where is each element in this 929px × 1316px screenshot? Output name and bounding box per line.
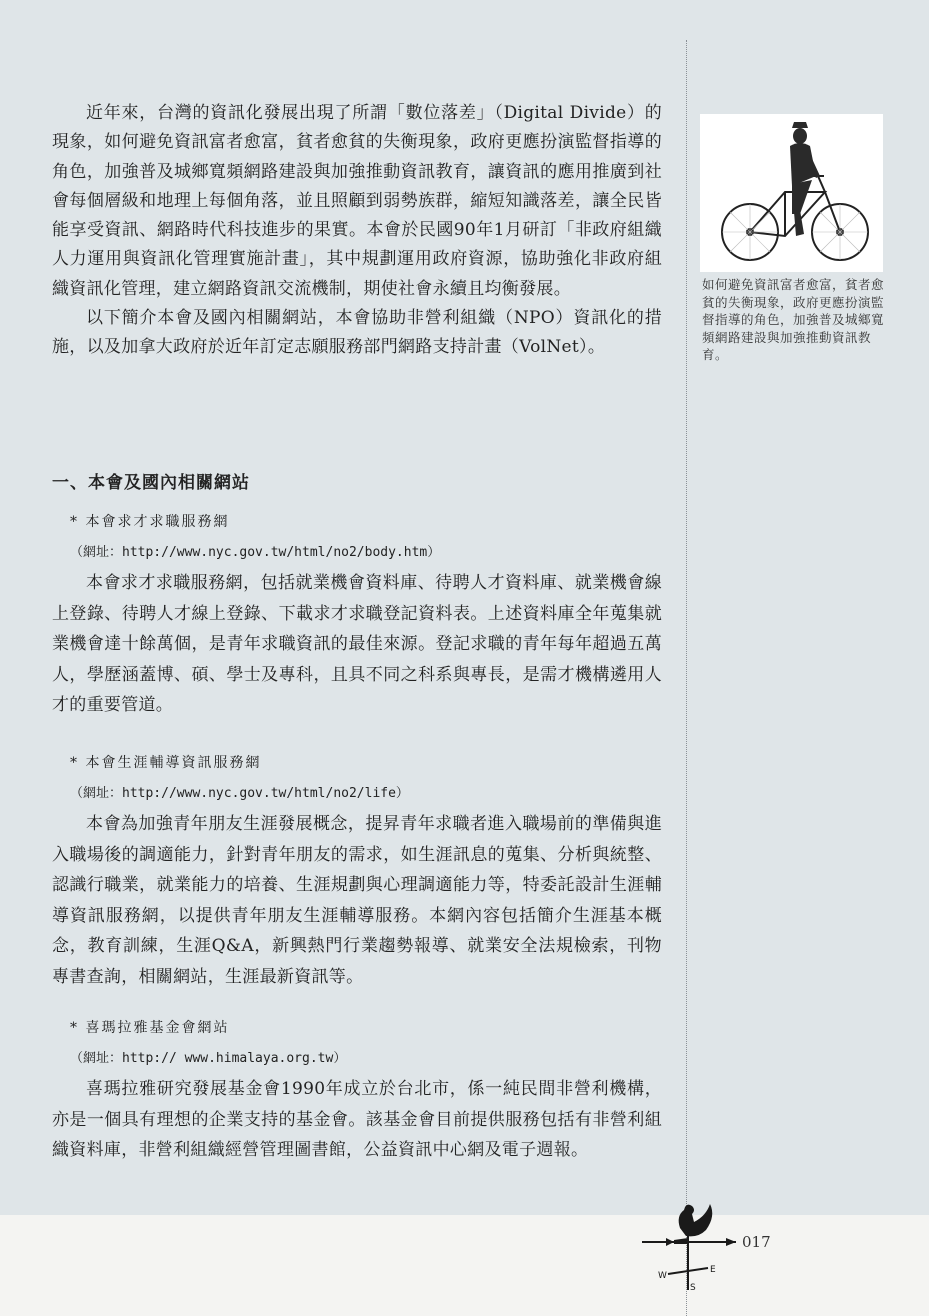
bicycle-rider-illustration <box>700 114 883 272</box>
entry-himalaya-foundation <box>52 1018 662 1166</box>
intro-paragraph-2: 以下簡介本會及國內相關網站，本會協助非營利組織（NPO）資訊化的措施，以及加拿大政府於近年訂定志願服務部門網路支持計畫（VolNet）。 <box>52 308 662 358</box>
entry-url: （網址：http://www.nyc.gov.tw/html/no2/life） <box>70 786 409 801</box>
entry-title: * 本會生涯輔導資訊服務網 <box>70 755 262 771</box>
section-heading: 一、本會及國內相關網站 <box>52 473 250 493</box>
entry-title: * 喜瑪拉雅基金會網站 <box>70 1020 230 1036</box>
entry-career-guidance <box>52 753 662 992</box>
column-divider <box>686 40 687 1316</box>
entry-body: 喜瑪拉雅研究發展基金會1990年成立於台北市，係一純民間非營利機構，亦是一個具有理想的企業支持的基金會。該基金會目前提供服務包括有非營利組織資料庫，非營利組織經營管理圖書館，公益資訊中心網及電子週報。 <box>52 1079 662 1160</box>
vane-south-label: S <box>690 1283 696 1293</box>
entry-body: 本會為加強青年朋友生涯發展概念，提昇青年求職者進入職場前的準備與進入職場後的調適能力，針對青年朋友的需求，如生涯訊息的蒐集、分析與統整、認識行職業，就業能力的培養、生涯規劃與心理調適能力等，特委託設計生涯輔導資訊服務網，以提供青年朋友生涯輔導服務。本網內容包括簡介生涯基本概念，教育訓練，生涯Q&A，新興熱門行業趨勢報導、就業安全法規檢索，刊物專書查詢，相關網站，生涯最新資訊等。 <box>52 814 662 987</box>
page-footer-band <box>0 1215 929 1316</box>
entry-job-service <box>52 512 662 721</box>
vane-west-label: W <box>658 1271 667 1281</box>
weather-vane-icon <box>640 1198 740 1293</box>
intro-text <box>52 99 662 363</box>
vane-east-label: E <box>710 1265 716 1275</box>
page-number: 017 <box>742 1233 771 1251</box>
entry-title: * 本會求才求職服務網 <box>70 514 230 530</box>
photo-caption: 如何避免資訊富者愈富，貧者愈貧的失衡現象，政府更應扮演監督指導的角色，加強普及城鄉寬頻網路建設與加強推動資訊教育。 <box>702 277 885 363</box>
bicycle-icon <box>700 114 883 272</box>
intro-paragraph-1: 近年來，台灣的資訊化發展出現了所謂「數位落差」（Digital Divide）的現象，如何避免資訊富者愈富，貧者愈貧的失衡現象，政府更應扮演監督指導的角色，加強普及城鄉寬頻網路建設與加強推動資訊教育，讓資訊的應用推廣到社會每個層級和地理上每個角落，並且照顧到弱勢族群，縮短知識落差，讓全民皆能享受資訊、網路時代科技進步的果實。本會於民國90年1月研訂「非政府組織人力運用與資訊化管理實施計畫」，其中規劃運用政府資源，協助強化非政府組織資訊化管理，建立網路資訊交流機制，期使社會永續且均衡發展。 <box>52 103 662 299</box>
entry-body: 本會求才求職服務網，包括就業機會資料庫、待聘人才資料庫、就業機會線上登錄、待聘人才線上登錄、下載求才求職登記資料表。上述資料庫全年蒐集就業機會達十餘萬個，是青年求職資訊的最佳來源。登記求職的青年每年超過五萬人，學歷涵蓋博、碩、學士及專科，且具不同之科系與專長，是需才機構遴用人才的重要管道。 <box>52 573 662 715</box>
entry-url: （網址：http://www.nyc.gov.tw/html/no2/body.htm） <box>70 545 441 560</box>
entry-url: （網址：http:// www.himalaya.org.tw） <box>70 1051 347 1066</box>
